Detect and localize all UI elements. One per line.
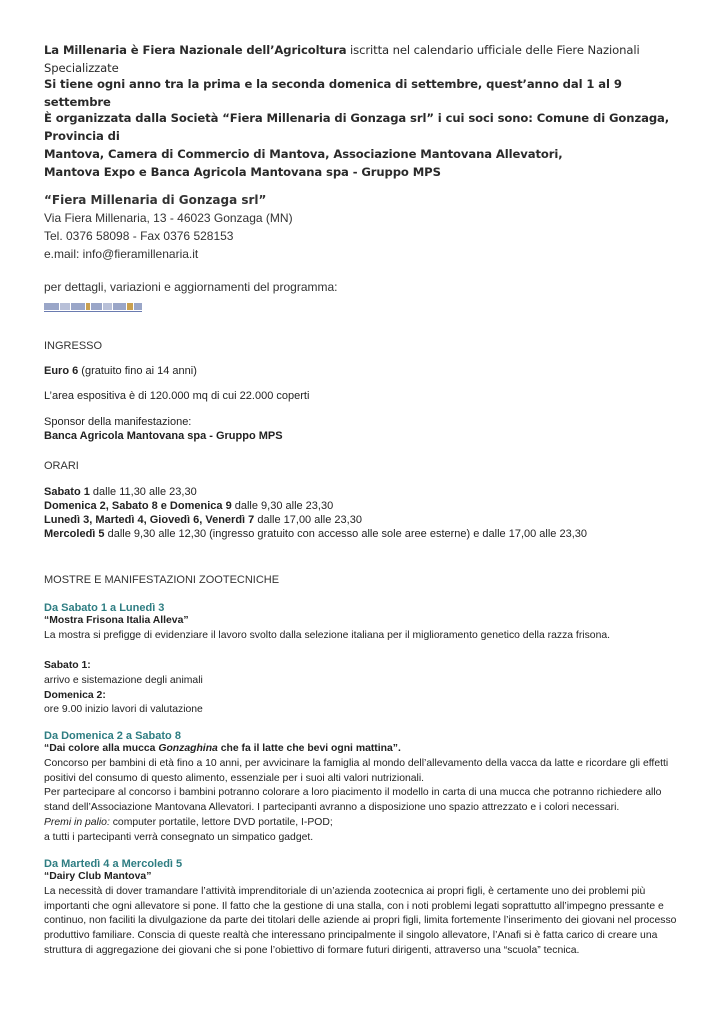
price — [44, 364, 684, 378]
orari-heading: ORARI — [44, 460, 79, 472]
event-paragraph: Per partecipare al concorso i bambini potranno colorare a loro piacimento il modello in carta di una mucca che potranno richiedere allo stand dell’Associazione Mantovana Allevatori. I partecipanti avranno a disposizione uno spazio attrezzato e i colori necessari. — [44, 787, 662, 814]
address: Via Fiera Millenaria, 13 - 46023 Gonzaga (MN) — [44, 211, 293, 225]
email[interactable]: e.mail: info@fieramillenaria.it — [44, 246, 199, 261]
intro-line-2 — [44, 75, 684, 111]
event-paragraph: Concorso per bambini di età fino a 10 anni, per avvicinare la famiglia al mondo dell’allevamento della vacca da latte e ricordare gli effetti positivi del consumo di questo alimento, essenziale per i suoi alti valori nutrizionali. — [44, 757, 669, 784]
title-part: che fa il latte che bevi ogni mattina”. — [217, 743, 401, 754]
event-dates: Da Domenica 2 a Sabato 8 — [44, 730, 181, 742]
gadget-note: a tutti i partecipanti verrà consegnato un simpatico gadget. — [44, 831, 314, 843]
price-value: Euro 6 — [44, 365, 79, 377]
intro-dates: Si tiene ogni anno tra la prima e la seconda domenica di settembre, quest’anno dal 1 al 9 settembre — [44, 77, 622, 109]
event-dates: Da Sabato 1 a Lunedì 3 — [44, 602, 165, 614]
intro-line-1 — [44, 41, 684, 77]
company-name: “Fiera Millenaria di Gonzaga srl” — [44, 193, 267, 207]
intro-organizers — [44, 109, 684, 181]
ingresso-heading: INGRESSO — [44, 340, 103, 352]
event-title: “Mostra Frisona Italia Alleva” — [44, 615, 189, 626]
orari-time: dalle 9,30 alle 12,30 (ingresso gratuito con accesso alle sole aree esterne) e dalle 17,00 alle 23,30 — [104, 528, 588, 540]
prizes — [44, 816, 684, 831]
event-gonzaghina — [44, 730, 684, 846]
organizers-line-b: Mantova, Camera di Commercio di Mantova, Associazione Mantovana Allevatori, — [44, 147, 563, 161]
mostre-section — [44, 573, 684, 587]
price-note: (gratuito fino ai 14 anni) — [78, 365, 197, 377]
event-description: La mostra si prefigge di evidenziare il lavoro svolto dalla selezione italiana per il miglioramento genetico della razza frisona. — [44, 629, 611, 641]
event-title — [44, 742, 684, 757]
orari-list — [44, 485, 684, 541]
orari-day: Sabato 1 — [44, 486, 90, 498]
title-part-italic: Gonzaghina — [158, 743, 218, 754]
event-dates: Da Martedì 4 a Mercoledì 5 — [44, 858, 183, 870]
sponsor-name: Banca Agricola Mantovana spa - Gruppo MPS — [44, 430, 283, 442]
orari-section — [44, 459, 684, 473]
event-frisona-schedule — [44, 659, 684, 718]
event-paragraph: La necessità di dover tramandare l’attività imprenditoriale di un’azienda zootecnica ai propri figli, è certamente uno dei problemi più importanti che ogni allevatore si pone. Il fatto che la gestione di una stalla, con i noti problemi legati soprattutto all’impegno pressante e continuo, non faciliti la divulgazione da parte dei titolari delle aziende ai propri figli, limita fortemente l’inserimento dei giovani nel processo produttivo familiare. Conscia di queste realtà che interessano principalmente il singolo allevatore, l’Anafi si è fatta carico di creare una struttura di aggregazione dei giovani che si pone l’obiettivo di formare futuri dirigenti, attraverso una “scuola” tecnica. — [44, 885, 677, 956]
event-frisona — [44, 602, 684, 644]
orari-day: Mercoledì 5 — [44, 528, 105, 540]
intro-bold: La Millenaria è Fiera Nazionale dell’Agricoltura — [44, 43, 347, 57]
sponsor-block — [44, 415, 684, 443]
orari-time: dalle 17,00 alle 23,30 — [254, 514, 362, 526]
title-part: “Dai colore alla mucca — [44, 743, 159, 754]
phone: Tel. 0376 58098 - Fax 0376 528153 — [44, 228, 234, 243]
area-text: L’area espositiva è di 120.000 mq di cui 22.000 coperti — [44, 390, 310, 402]
orari-row — [44, 485, 684, 499]
orari-row — [44, 527, 684, 541]
schedule-text: ore 9.00 inizio lavori di valutazione — [44, 704, 203, 716]
ingresso-section — [44, 339, 684, 353]
event-title: “Dairy Club Mantova” — [44, 871, 152, 882]
schedule-label: Sabato 1: — [44, 660, 91, 671]
contact-details — [44, 210, 684, 263]
event-dairy-club — [44, 858, 684, 959]
orari-row — [44, 513, 684, 527]
prize-text: computer portatile, lettore DVD portatile, I-POD; — [109, 816, 333, 828]
orari-day: Lunedì 3, Martedì 4, Giovedì 6, Venerdì 7 — [44, 514, 255, 526]
program-link-image[interactable] — [44, 302, 142, 312]
intro-rest: iscritta nel calendario ufficiale delle Fiere Nazionali Specializzate — [44, 43, 640, 75]
organizers-line-a: È organizzata dalla Società “Fiera Millenaria di Gonzaga srl” i cui soci sono: Comune di Gonzaga, Provincia di — [44, 111, 670, 143]
sponsor-label: Sponsor della manifestazione: — [44, 416, 192, 428]
area-info — [44, 389, 684, 403]
mostre-heading: MOSTRE E MANIFESTAZIONI ZOOTECNICHE — [44, 574, 280, 586]
contact-block — [44, 193, 684, 207]
schedule-label: Domenica 2: — [44, 689, 106, 701]
orari-time: dalle 9,30 alle 23,30 — [231, 500, 334, 512]
details-text: per dettagli, variazioni e aggiornamenti del programma: — [44, 280, 338, 294]
details-note — [44, 279, 684, 315]
orari-time: dalle 11,30 alle 23,30 — [89, 486, 197, 498]
orari-row — [44, 499, 684, 513]
orari-day: Domenica 2, Sabato 8 e Domenica 9 — [44, 500, 232, 512]
prize-label: Premi in palio: — [44, 816, 110, 828]
schedule-text: arrivo e sistemazione degli animali — [44, 674, 203, 686]
organizers-line-c: Mantova Expo e Banca Agricola Mantovana spa - Gruppo MPS — [44, 165, 441, 179]
